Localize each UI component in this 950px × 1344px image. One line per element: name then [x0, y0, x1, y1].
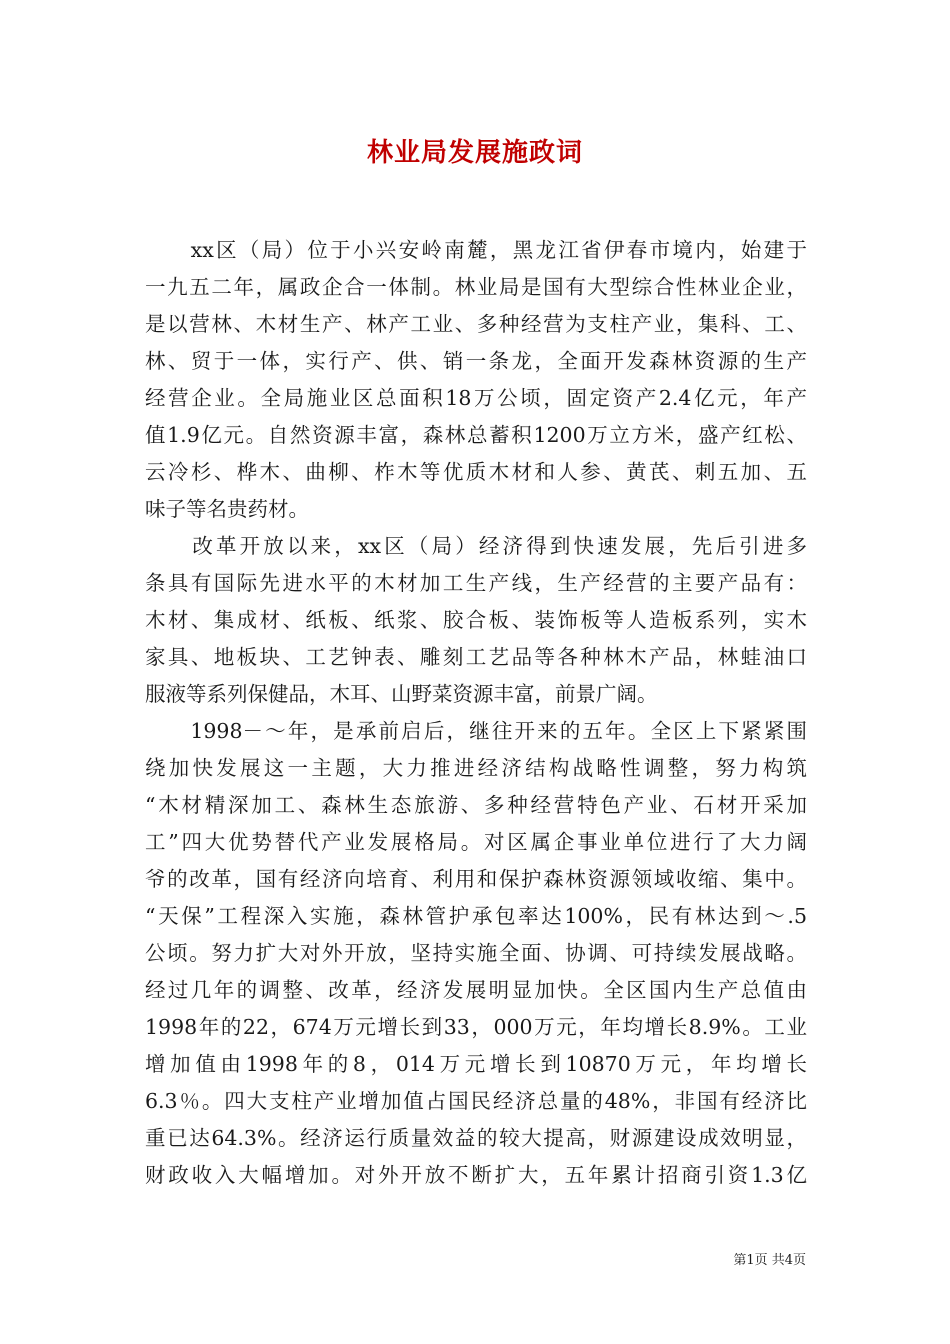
page-title: 林业局发展施政词: [366, 138, 583, 168]
text-line: 财政收入大幅增加。对外开放不断扩大，五年累计招商引资1.3亿: [145, 1163, 807, 1187]
text-line: 家具、地板块、工艺钟表、雕刻工艺品等各种林木产品，林蛙油口: [145, 645, 807, 669]
text-line: 条具有国际先进水平的木材加工生产线，生产经营的主要产品有：: [145, 571, 807, 595]
page-number: 第1页 共4页: [733, 1253, 806, 1268]
text-line: “木材精深加工、森林生态旅游、多种经营特色产业、石材开采加: [145, 793, 807, 817]
text-line: 6.3％。四大支柱产业增加值占国民经济总量的48%，非国有经济比: [145, 1089, 807, 1113]
text-line: 公顷。努力扩大对外开放，坚持实施全面、协调、可持续发展战略。: [145, 941, 807, 965]
text-line: 经过几年的调整、改革，经济发展明显加快。全区国内生产总值由: [145, 978, 807, 1002]
text-line: 绕加快发展这一主题，大力推进经济结构战略性调整，努力构筑: [145, 756, 807, 780]
text-line: 木材、集成材、纸板、纸浆、胶合板、装饰板等人造板系列，实木: [145, 608, 807, 632]
text-line: 林、贸于一体，实行产、供、销一条龙，全面开发森林资源的生产: [145, 349, 807, 373]
text-line: 服液等系列保健品，木耳、山野菜资源丰富，前景广阔。: [145, 682, 658, 706]
text-line: 1998年的22，674万元增长到33，000万元，年均增长8.9%。工业: [145, 1015, 807, 1039]
text-line: 一九五二年，属政企合一体制。林业局是国有大型综合性林业企业，: [145, 275, 807, 299]
text-line: 味子等名贵药材。: [145, 497, 309, 521]
text-line: 1998－～年，是承前启后，继往开来的五年。全区上下紧紧围: [145, 719, 807, 743]
paragraph-2: [145, 528, 807, 713]
paragraph-1: [145, 232, 807, 528]
text-line: 是以营林、木材生产、林产工业、多种经营为支柱产业，集科、工、: [145, 312, 807, 336]
text-line: 增加值由1998年的8，014万元增长到10870万元，年均增长: [145, 1052, 807, 1076]
body-text: [145, 232, 807, 1194]
text-line: 云冷杉、桦木、曲柳、柞木等优质木材和人参、黄芪、刺五加、五: [145, 460, 807, 484]
paragraph-3: [145, 713, 807, 1194]
text-line: 改革开放以来，xx区（局）经济得到快速发展，先后引进多: [145, 534, 807, 558]
text-line: 值1.9亿元。自然资源丰富，森林总蓄积1200万立方米，盛产红松、: [145, 423, 807, 447]
text-line: 重已达64.3%。经济运行质量效益的较大提高，财源建设成效明显，: [145, 1126, 807, 1150]
text-line: 工”四大优势替代产业发展格局。对区属企事业单位进行了大力阔: [145, 830, 807, 854]
text-line: 爷的改革，国有经济向培育、利用和保护森林资源领域收缩、集中。: [145, 867, 807, 891]
text-line: xx区（局）位于小兴安岭南麓，黑龙江省伊春市境内，始建于: [145, 238, 807, 262]
text-line: “天保”工程深入实施，森林管护承包率达100%，民有林达到～.5: [145, 904, 807, 928]
text-line: 经营企业。全局施业区总面积18万公顷，固定资产2.4亿元，年产: [145, 386, 807, 410]
